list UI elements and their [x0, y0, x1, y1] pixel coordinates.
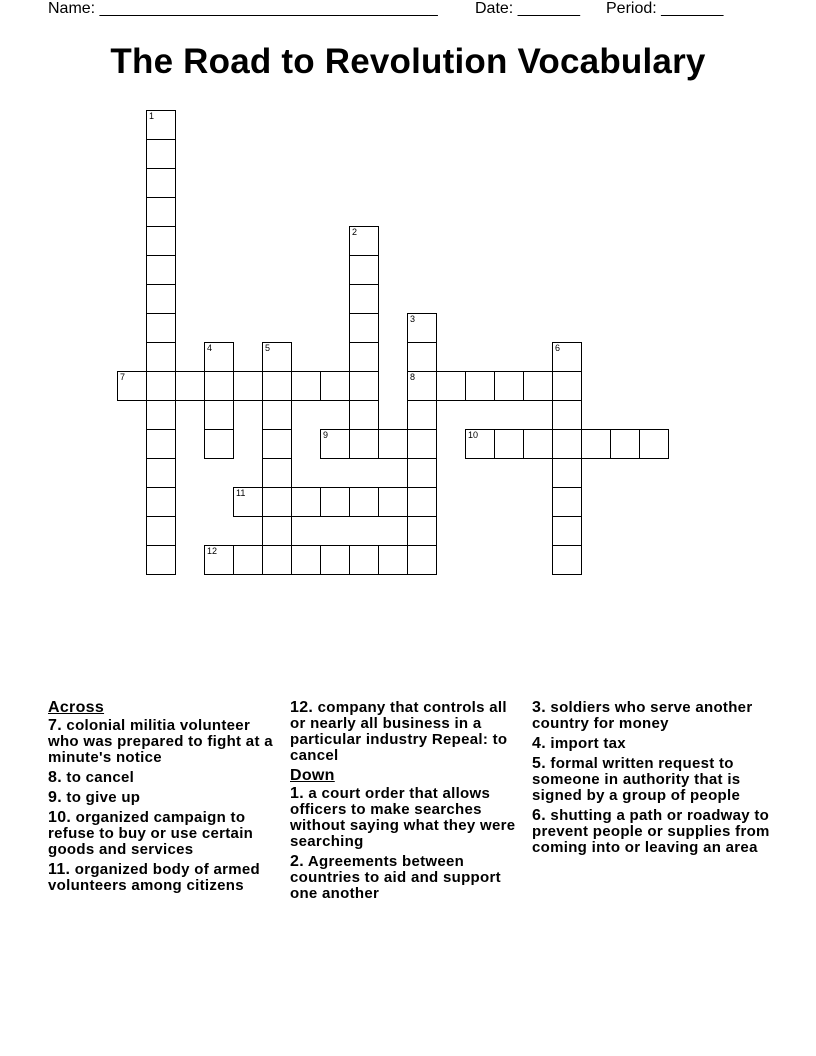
clue-across-12 — [290, 700, 526, 764]
crossword-cell[interactable] — [204, 401, 234, 430]
crossword-cell[interactable] — [262, 342, 292, 372]
clue-number: 11. — [48, 861, 71, 878]
clue-number: 12. — [290, 699, 314, 716]
crossword-cell[interactable] — [379, 429, 408, 459]
clue-across-8 — [48, 770, 278, 786]
clue-text: organized campaign to refuse to buy or use certain goods and services — [48, 809, 254, 858]
crossword-cell[interactable] — [640, 429, 669, 459]
crossword-cell[interactable] — [262, 459, 292, 488]
crossword-cell[interactable] — [552, 401, 582, 430]
crossword-cell[interactable] — [146, 546, 176, 575]
clue-down-1 — [290, 786, 526, 850]
crossword-cell[interactable] — [408, 488, 437, 517]
crossword-cell[interactable] — [263, 372, 292, 401]
clue-across-10 — [48, 810, 278, 858]
crossword-cell[interactable] — [321, 371, 350, 401]
cell-number: 6 — [555, 343, 561, 353]
crossword-cell[interactable] — [234, 545, 263, 575]
clue-across-7 — [48, 718, 278, 766]
crossword-cell[interactable] — [234, 371, 263, 401]
crossword-cell[interactable] — [176, 371, 205, 401]
crossword-cell[interactable] — [146, 459, 176, 488]
crossword-cell[interactable] — [320, 429, 350, 459]
crossword-cell[interactable] — [407, 517, 437, 546]
crossword-cell[interactable] — [407, 313, 437, 343]
clue-text: soldiers who serve another country for money — [532, 699, 753, 732]
crossword-cell[interactable] — [204, 342, 234, 372]
clues-column-3 — [532, 700, 770, 860]
clues-column-1 — [48, 700, 278, 898]
date-field-label: Date: _______ — [475, 0, 580, 17]
crossword-cell[interactable] — [321, 545, 350, 575]
clue-down-3 — [532, 700, 770, 732]
crossword-cell[interactable] — [408, 430, 437, 459]
crossword-cell[interactable] — [408, 546, 437, 575]
crossword-cell[interactable] — [552, 342, 582, 372]
crossword-cell[interactable] — [349, 285, 379, 314]
crossword-cell[interactable] — [146, 314, 176, 343]
crossword-cell[interactable] — [117, 371, 147, 401]
crossword-cell[interactable] — [146, 285, 176, 314]
clue-down-6 — [532, 808, 770, 856]
clue-text: shutting a path or roadway to prevent people or supplies from coming into or leaving an area — [532, 807, 770, 856]
clue-number: 4. — [532, 735, 546, 752]
clue-text: to give up — [61, 789, 141, 806]
cell-number: 8 — [410, 372, 416, 382]
clue-number: 3. — [532, 699, 546, 716]
clue-text: to cancel — [61, 769, 135, 786]
crossword-cell[interactable] — [146, 517, 176, 546]
crossword-cell[interactable] — [466, 371, 495, 401]
clues-column-2 — [290, 700, 526, 906]
clue-down-5 — [532, 756, 770, 804]
crossword-cell[interactable] — [292, 487, 321, 517]
crossword-cell[interactable] — [349, 226, 379, 256]
clue-text: colonial militia volunteer who was prepared to fight at a minute's notice — [48, 717, 273, 766]
clue-number: 5. — [532, 755, 546, 772]
crossword-cell[interactable] — [407, 401, 437, 430]
crossword-cell[interactable] — [379, 545, 408, 575]
crossword-cell[interactable] — [147, 372, 176, 401]
clue-number: 6. — [532, 807, 546, 824]
cell-number: 9 — [323, 430, 329, 440]
clue-text: organized body of armed volunteers among citizens — [48, 861, 260, 894]
crossword-cell[interactable] — [552, 459, 582, 488]
crossword-cell[interactable] — [407, 343, 437, 372]
crossword-cell[interactable] — [553, 430, 582, 459]
cell-number: 1 — [149, 111, 155, 121]
clue-text: a court order that allows officers to make searches without saying what they were searching — [290, 785, 516, 850]
cell-number: 11 — [236, 488, 246, 498]
crossword-cell[interactable] — [349, 343, 379, 372]
clue-text: Agreements between countries to aid and support one another — [290, 853, 501, 902]
crossword-cell[interactable] — [379, 487, 408, 517]
crossword-cell[interactable] — [552, 517, 582, 546]
crossword-cell[interactable] — [292, 371, 321, 401]
crossword-cell[interactable] — [350, 545, 379, 575]
cell-number: 3 — [410, 314, 416, 324]
clue-number: 10. — [48, 809, 72, 826]
crossword-cell[interactable] — [262, 401, 292, 430]
clue-text: formal written request to someone in authority that is signed by a group of people — [532, 755, 741, 804]
clue-number: 1. — [290, 785, 304, 802]
clue-number: 2. — [290, 853, 304, 870]
crossword-cell[interactable] — [552, 546, 582, 575]
crossword-cell[interactable] — [349, 314, 379, 343]
crossword-cell[interactable] — [262, 517, 292, 546]
clue-text: import tax — [545, 735, 626, 752]
name-field-label: Name: ______________________________________ — [48, 0, 438, 17]
crossword-cell[interactable] — [146, 343, 176, 372]
crossword-cell[interactable] — [495, 371, 524, 401]
crossword-cell[interactable] — [204, 545, 234, 575]
cell-number: 2 — [352, 227, 358, 237]
cell-number: 4 — [207, 343, 213, 353]
period-field-label: Period: _______ — [606, 0, 724, 17]
down-heading: Down — [290, 767, 335, 784]
crossword-cell[interactable] — [146, 227, 176, 256]
clue-across-11 — [48, 862, 278, 894]
crossword-cell[interactable] — [465, 429, 495, 459]
crossword-cell[interactable] — [146, 169, 176, 198]
crossword-cell[interactable] — [263, 546, 292, 575]
crossword-cell[interactable] — [292, 545, 321, 575]
crossword-cell[interactable] — [262, 430, 292, 459]
crossword-cell[interactable] — [495, 429, 524, 459]
crossword-cell[interactable] — [349, 401, 379, 430]
crossword-cell[interactable] — [524, 371, 553, 401]
crossword-cell[interactable] — [146, 430, 176, 459]
clue-number: 9. — [48, 789, 62, 806]
crossword-cell[interactable] — [146, 256, 176, 285]
crossword-cell[interactable] — [437, 371, 466, 401]
crossword-cell[interactable] — [407, 372, 437, 401]
cell-number: 12 — [207, 546, 218, 556]
crossword-cell[interactable] — [407, 459, 437, 488]
cell-number: 5 — [265, 343, 271, 353]
crossword-cell[interactable] — [146, 140, 176, 169]
crossword-cell[interactable] — [204, 430, 234, 459]
cell-number: 7 — [120, 372, 126, 382]
crossword-cell[interactable] — [146, 488, 176, 517]
crossword-cell[interactable] — [349, 256, 379, 285]
crossword-cell[interactable] — [350, 430, 379, 459]
clue-number: 8. — [48, 769, 62, 786]
crossword-cell[interactable] — [350, 372, 379, 401]
crossword-cell[interactable] — [321, 487, 350, 517]
clue-across-9 — [48, 790, 278, 806]
crossword-cell[interactable] — [524, 429, 553, 459]
crossword-cell[interactable] — [146, 198, 176, 227]
crossword-cell[interactable] — [582, 429, 611, 459]
clue-text: company that controls all or nearly all business in a particular industry Repeal: to cancel — [290, 699, 508, 764]
clue-down-4 — [532, 736, 770, 752]
crossword-cell[interactable] — [350, 487, 379, 517]
crossword-cell[interactable] — [146, 110, 176, 140]
crossword-cell[interactable] — [553, 372, 582, 401]
crossword-cell[interactable] — [205, 372, 234, 401]
crossword-cell[interactable] — [611, 429, 640, 459]
crossword-cell[interactable] — [552, 488, 582, 517]
across-heading: Across — [48, 699, 105, 716]
clue-down-2 — [290, 854, 526, 902]
crossword-cell[interactable] — [146, 401, 176, 430]
page-title: The Road to Revolution Vocabulary — [110, 42, 706, 81]
clue-number: 7. — [48, 717, 62, 734]
crossword-cell[interactable] — [233, 487, 263, 517]
cell-number: 10 — [468, 430, 479, 440]
crossword-cell[interactable] — [263, 488, 292, 517]
